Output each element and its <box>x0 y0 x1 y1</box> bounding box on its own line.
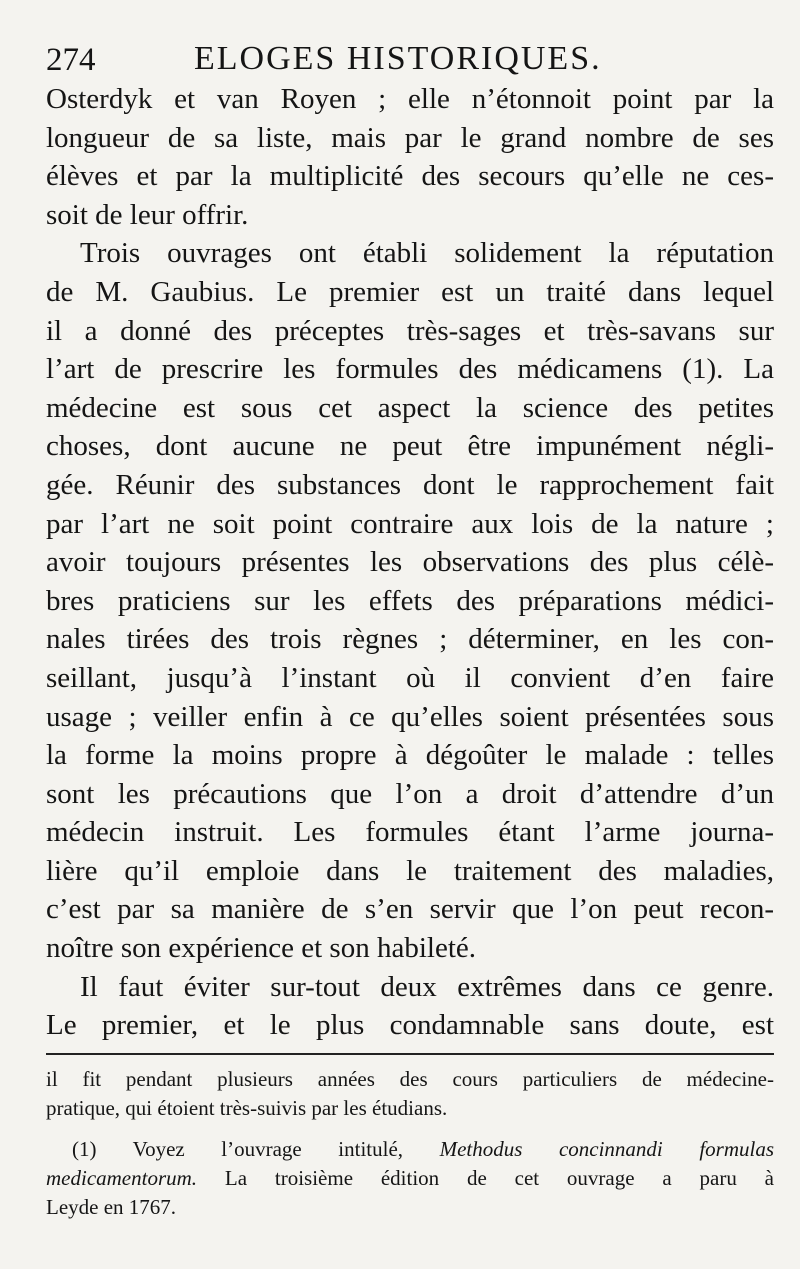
footnote-separator <box>46 1053 774 1055</box>
footnote-1-line <box>46 1164 774 1193</box>
text-line: nales tirées des trois règnes ; déterminer, en les con- <box>46 623 774 656</box>
text-line: sont les précautions que l’on a droit d’attendre d’un <box>46 777 774 810</box>
text-line: Le premier, et le plus condamnable sans doute, est <box>46 1009 774 1042</box>
footnote-1-prefix: (1) Voyez l’ouvrage intitulé, <box>72 1137 404 1161</box>
footnote-1-line: Leyde en 1767. <box>46 1195 177 1219</box>
footnote-line: pratique, qui étoient très-suivis par les étudians. <box>46 1096 448 1120</box>
text-line: par l’art ne soit point contraire aux lois de la nature ; <box>46 507 774 540</box>
text-line: Osterdyk et van Royen ; elle n’étonnoit point par la <box>46 83 774 115</box>
footnote-1-edition: La troisième édition de cet ouvrage a paru à <box>224 1166 774 1190</box>
text-line: Il faut éviter sur-tout deux extrêmes dans ce genre. <box>80 970 774 1003</box>
footnotes <box>46 1065 774 1222</box>
text-line: soit de leur offrir. <box>46 198 249 231</box>
text-line: noître son expérience et son habileté. <box>46 932 477 965</box>
footnote-line: il fit pendant plusieurs années des cours particuliers de médecine- <box>46 1067 774 1091</box>
footnote-1-line <box>46 1135 774 1164</box>
text-line: gée. Réunir des substances dont le rapprochement fait <box>46 468 774 501</box>
text-line: il a donné des préceptes très-sages et très-savans sur <box>46 314 774 347</box>
footnote-1-book-title-end: medicamentorum. <box>46 1166 198 1190</box>
text-line: avoir toujours présentes les observations des plus célè- <box>46 546 774 579</box>
text-line: élèves et par la multiplicité des secours qu’elle ne ces- <box>46 160 774 193</box>
text-line: c’est par sa manière de s’en servir que l’on peut recon- <box>46 893 774 926</box>
text-line: la forme la moins propre à dégoûter le malade : telles <box>46 739 774 772</box>
text-line: médecin instruit. Les formules étant l’arme journa- <box>46 816 774 849</box>
text-line: bres praticiens sur les effets des préparations médici- <box>46 584 774 617</box>
text-line: l’art de prescrire les formules des médicamens (1). La <box>46 353 774 386</box>
text-line: médecine est sous cet aspect la science des petites <box>46 391 774 424</box>
text-line: lière qu’il emploie dans le traitement des maladies, <box>46 854 774 887</box>
text-line: choses, dont aucune ne peut être impunément négli- <box>46 430 774 463</box>
page-number: 274 <box>46 42 96 78</box>
text-line: usage ; veiller enfin à ce qu’elles soient présentées sous <box>46 700 774 733</box>
text-line: de M. Gaubius. Le premier est un traité dans lequel <box>46 275 774 308</box>
main-text <box>46 80 774 1045</box>
text-line: seillant, jusqu’à l’instant où il convient d’en faire <box>46 661 774 694</box>
running-title: ELOGES HISTORIQUES. <box>194 40 602 77</box>
text-line: Trois ouvrages ont établi solidement la réputation <box>80 237 774 270</box>
text-line: longueur de sa liste, mais par le grand nombre de ses <box>46 121 774 154</box>
footnote-1-book-title: Methodus concinnandi formulas <box>439 1137 774 1161</box>
